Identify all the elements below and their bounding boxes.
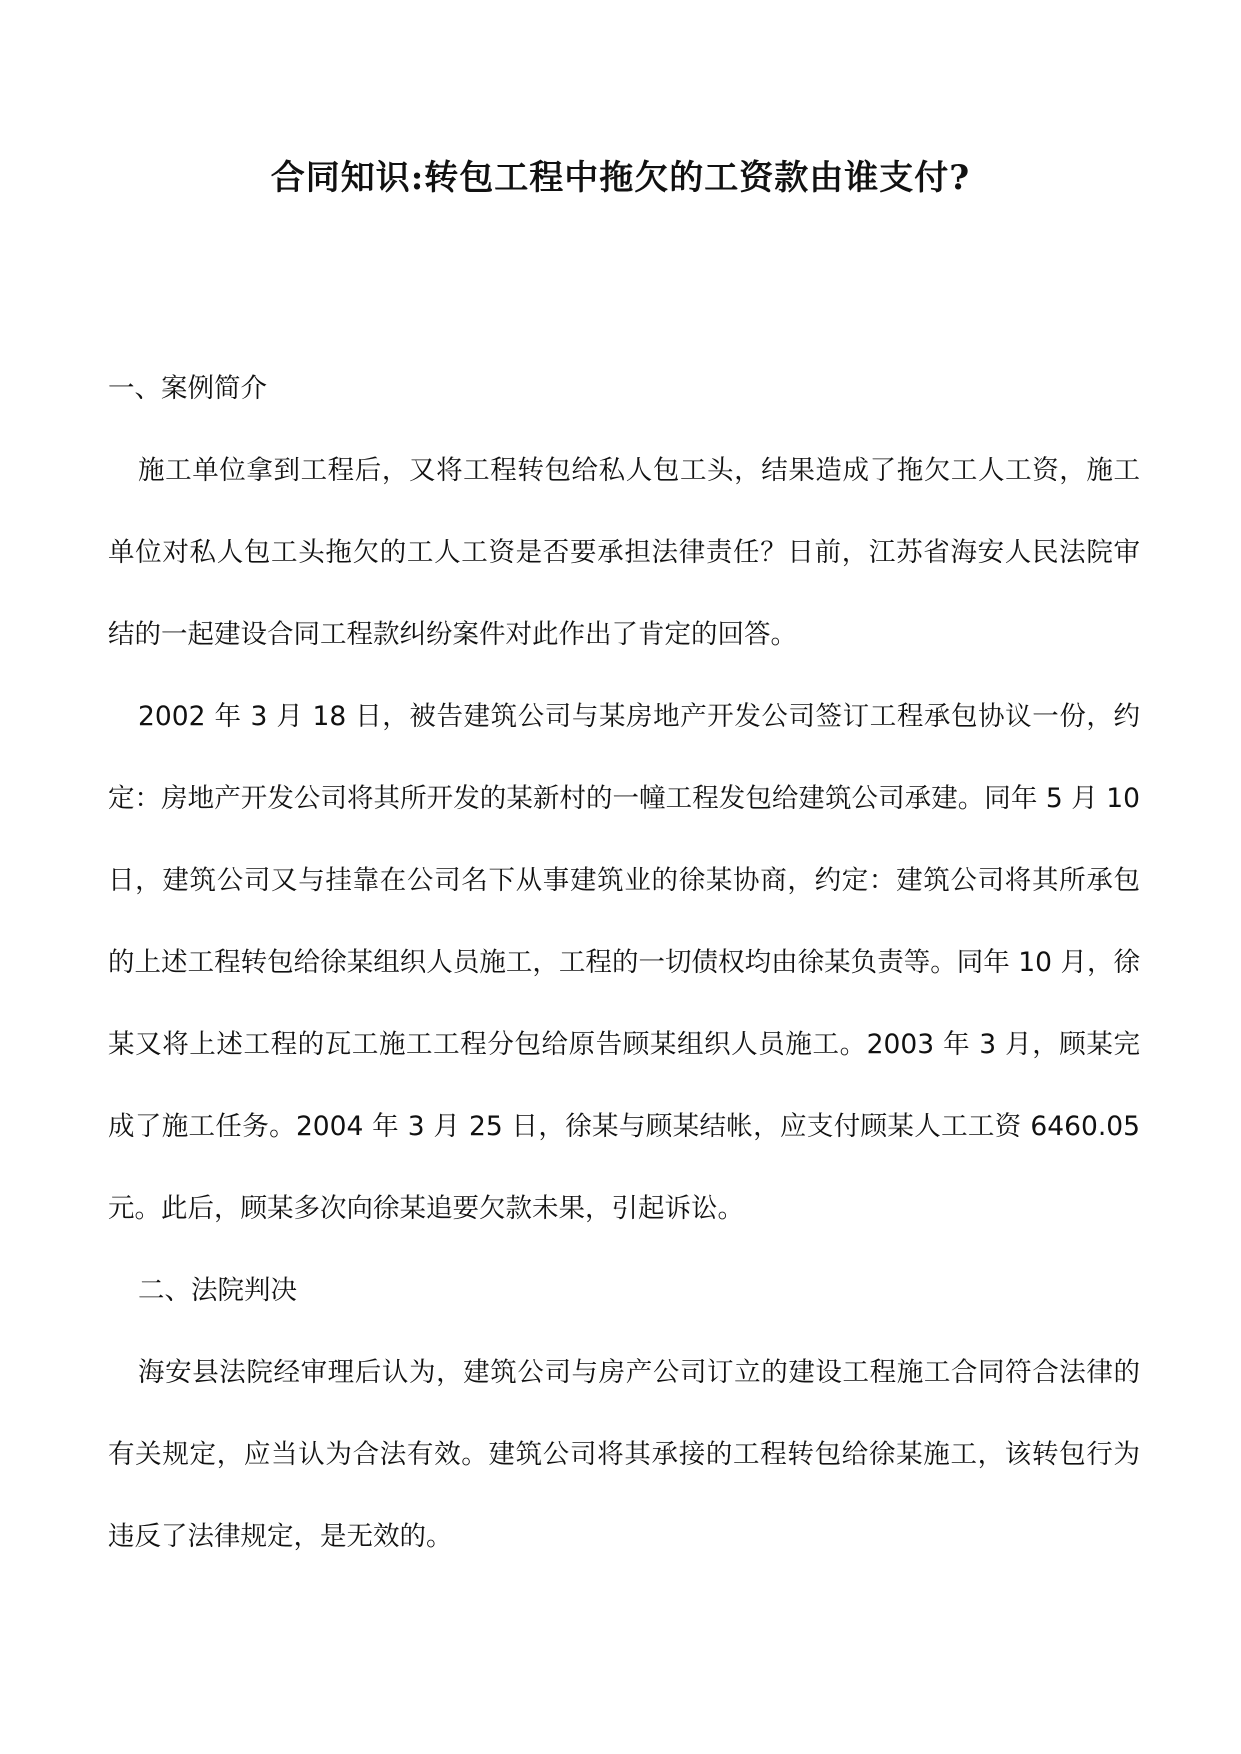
document-body — [108, 348, 1140, 1578]
section-heading-court-ruling: 二、法院判决 — [138, 1275, 297, 1306]
paragraph-court-opinion: 海安县法院经审理后认为，建筑公司与房产公司订立的建设工程施工合同符合法律的有关规定，应当认为合法有效。建筑公司将其承接的工程转包给徐某施工，该转包行为违反了法律规定，是无效的。 — [108, 1357, 1140, 1552]
paragraph-case-intro: 施工单位拿到工程后，又将工程转包给私人包工头，结果造成了拖欠工人工资，施工单位对私人包工头拖欠的工人工资是否要承担法律责任？日前，江苏省海安人民法院审结的一起建设合同工程款纠纷案件对此作出了肯定的回答。 — [108, 455, 1140, 650]
paragraph-case-facts: 2002 年 3 月 18 日，被告建筑公司与某房地产开发公司签订工程承包协议一份，约定：房地产开发公司将其所开发的某新村的一幢工程发包给建筑公司承建。同年 5 月 10 日，建筑公司又与挂靠在公司名下从事建筑业的徐某协商，约定：建筑公司将其所承包的上述工程转包给徐某组织人员施工，工程的一切债权均由徐某负责等。同年 10 月，徐某又将上述工程的瓦工施工工程分包给原告顾某组织人员施工。2003 年 3 月，顾某完成了施工任务。2004 年 3 月 25 日，徐某与顾某结帐，应支付顾某人工工资 6460.05 元。此后，顾某多次向徐某追要欠款未果，引起诉讼。 — [108, 701, 1140, 1224]
document-title: 合同知识:转包工程中拖欠的工资款由谁支付? — [270, 158, 971, 198]
section-heading-case-summary: 一、案例简介 — [108, 373, 267, 404]
